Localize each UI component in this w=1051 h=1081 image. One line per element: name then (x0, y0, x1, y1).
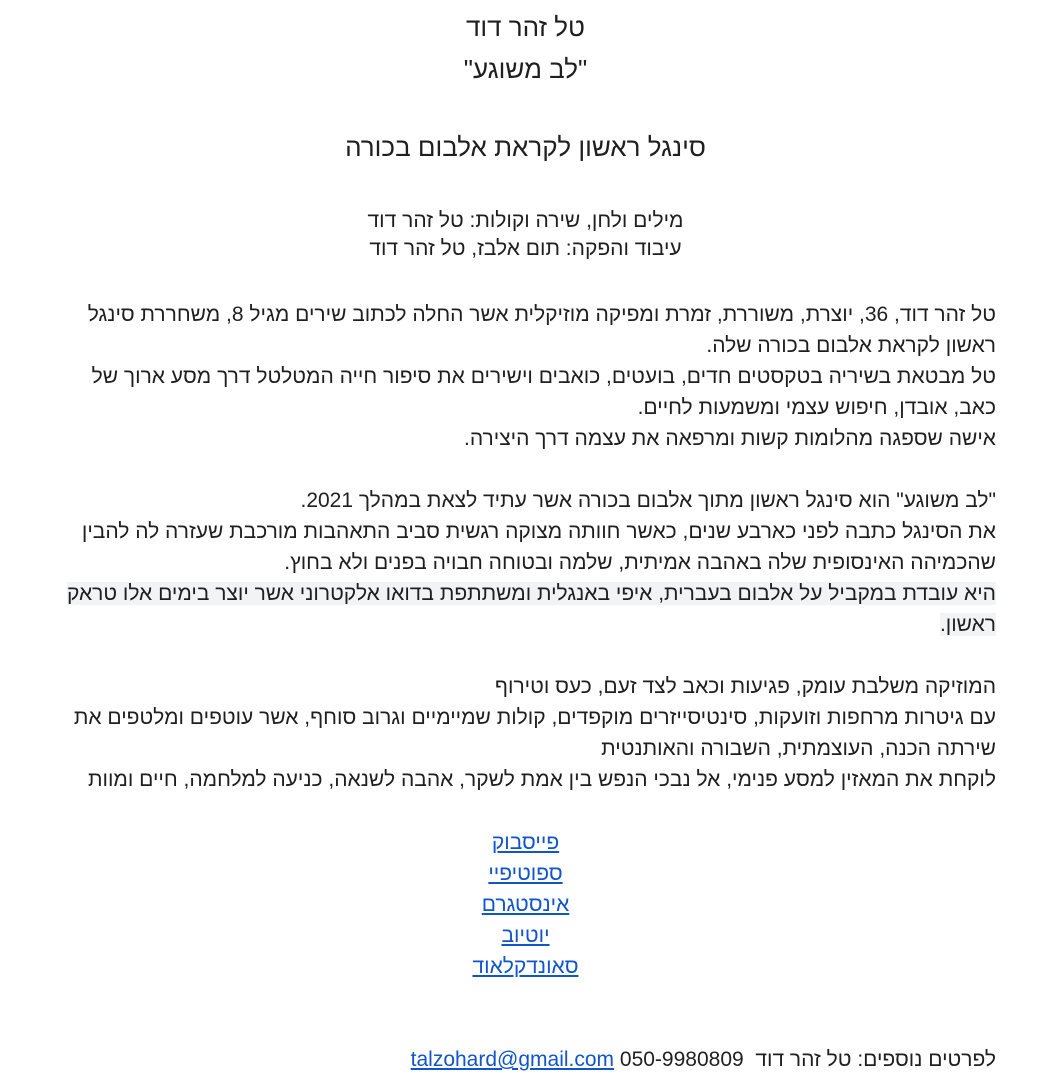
bio-line-4: כאב, אובדן, חיפוש עצמי ומשמעות לחיים. (637, 396, 996, 419)
soundcloud-link-row (0, 952, 1051, 982)
youtube-link-row (0, 921, 1051, 951)
spotify-link[interactable]: ספוטיפיי (488, 862, 563, 885)
contact-email-link[interactable]: talzohard@gmail.com (410, 1048, 615, 1071)
music-line-1: המוזיקה משלבת עומק, פגיעות וכאב לצד זעם, כעס וטירוף (494, 675, 996, 698)
spotify-link-row (0, 859, 1051, 889)
bio-line-3: טל מבטאת בשיריה בטקסטים חדים, בועטים, כואבים וישירים את סיפור חייה המטלטל דרך מסע ארוך של (91, 365, 996, 388)
facebook-link-row (0, 828, 1051, 858)
song-title: "לב משוגע" (463, 54, 588, 84)
headline: סינגל ראשון לקראת אלבום בכורה (345, 132, 706, 162)
single-line-5-highlight: ראשון. (939, 613, 996, 636)
contact-phone: 050-9980809 (619, 1048, 744, 1071)
soundcloud-link[interactable]: סאונדקלאוד (472, 955, 579, 978)
single-line-1: "לב משוגע" הוא סינגל ראשון מתוך אלבום בכורה אשר עתיד לצאת במהלך 2021. (300, 489, 996, 512)
contact-line (411, 1045, 996, 1075)
single-line-4-highlight: היא עובדת במקביל על אלבום בעברית, איפי באנגלית ומשתתפת בדואו אלקטרוני אשר יוצר בימים אלו טראק (66, 582, 996, 605)
single-line-2: את הסינגל כתבה לפני כארבע שנים, כאשר חוותה מצוקה רגשית סביב התאהבות מורכבת שעזרה לה להבין (81, 520, 996, 543)
music-line-3: שירתה הכנה, העוצמתית, השבורה והאותנטית (601, 737, 996, 760)
instagram-link-row (0, 890, 1051, 920)
single-line-4 (67, 579, 996, 609)
facebook-link[interactable]: פייסבוק (491, 831, 560, 854)
credits-lyrics-music: מילים ולחן, שירה וקולות: טל זהר דוד (367, 209, 684, 232)
bio-line-1: טל זהר דוד, 36, יוצרת, משוררת, זמרת ומפיקה מוזיקלית אשר החלה לכתוב שירים מגיל 8, משחררת סינגל (87, 303, 996, 326)
bio-line-2: ראשון לקראת אלבום בכורה שלה. (706, 334, 996, 357)
credits-production: עיבוד והפקה: תום אלבז, טל זהר דוד (369, 237, 682, 260)
artist-name: טל זהר דוד (465, 12, 586, 42)
contact-label: לפרטים נוספים: טל זהר דוד (755, 1048, 996, 1071)
music-line-4: לוקחת את המאזין למסע פנימי, אל נבכי הנפש בין אמת לשקר, אהבה לשנאה, כניעה למלחמה, חיים ומוות (87, 768, 996, 791)
single-line-5 (940, 610, 996, 640)
instagram-link[interactable]: אינסטגרם (481, 893, 570, 916)
single-line-3: שהכמיהה האינסופית שלה באהבה אמיתית, שלמה ובטוחה חבויה בפנים ולא בחוץ. (284, 551, 996, 574)
music-line-2: עם גיטרות מרחפות וזועקות, סינטיסייזרים מוקפדים, קולות שמיימיים וגרוב סוחף, אשר עוטפים ומלטפים את (73, 706, 996, 729)
youtube-link[interactable]: יוטיוב (501, 924, 550, 947)
bio-line-5: אישה שספגה מהלומות קשות ומרפאה את עצמה דרך היצירה. (464, 427, 996, 450)
